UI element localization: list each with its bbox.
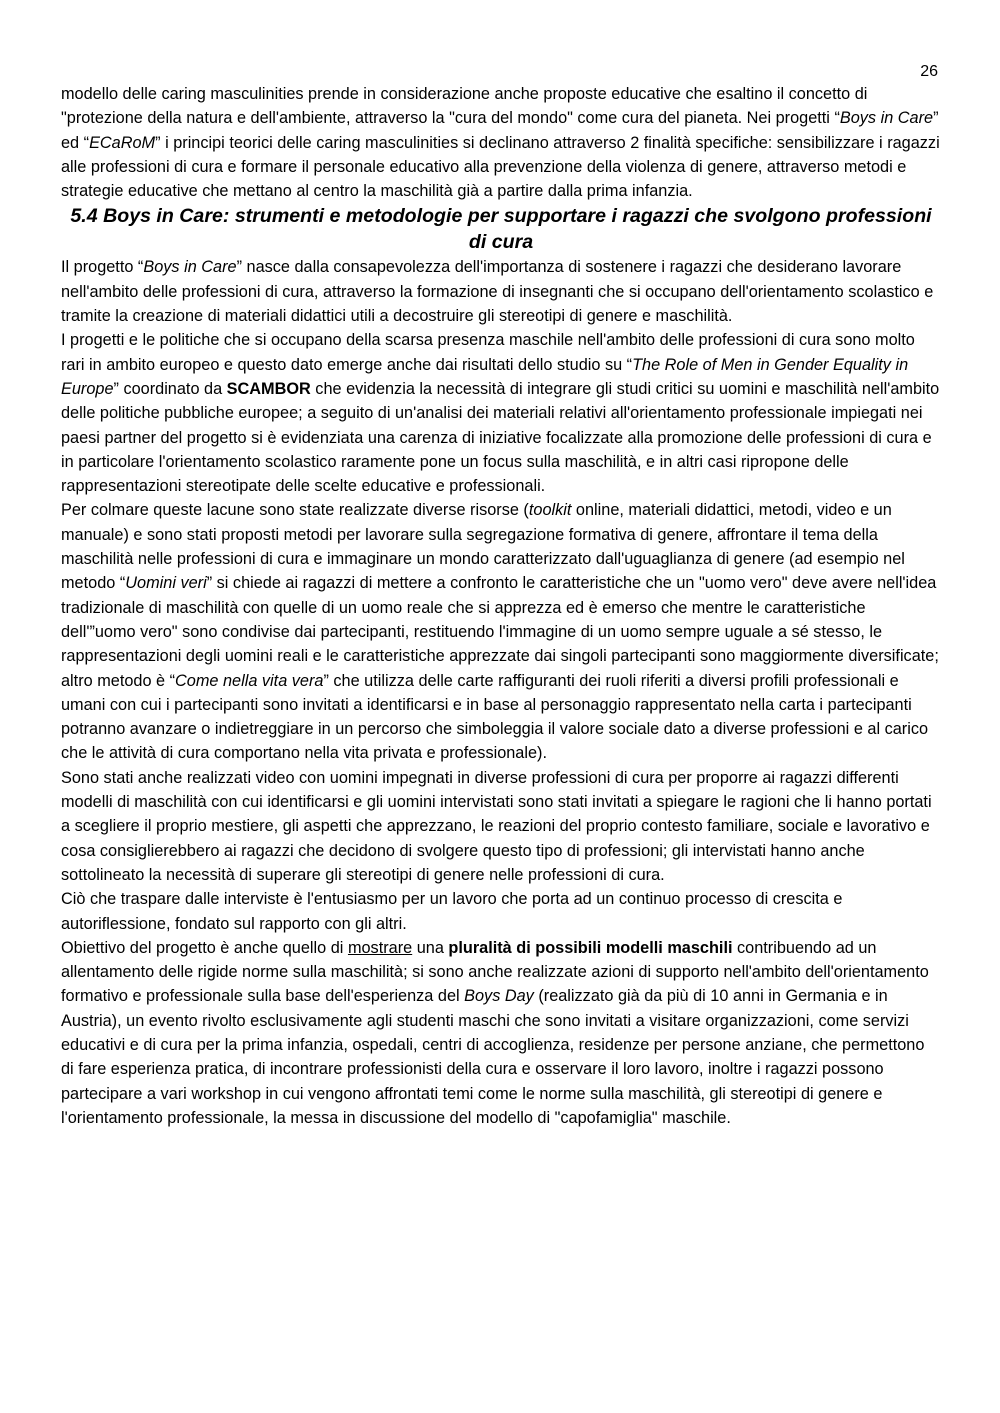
paragraph-5: Ciò che traspare dalle interviste è l'entusiasmo per un lavoro che porta ad un continuo processo di crescita e autoriflessione, fondato sul rapporto con gli altri. <box>61 890 843 933</box>
text: Per colmare queste lacune sono state realizzate diverse risorse ( <box>61 501 529 520</box>
page-number: 26 <box>920 63 938 80</box>
text: ” nasce dalla consapevolezza dell'importanza di sostenere i ragazzi che desiderano lavorare nell'ambito delle professioni di cura, attraverso la formazione di insegnanti che si occupano dell'orientamento scolastico e tramite la creazione di materiali didattici utili a decostruire gli stereotipi di genere e maschilità. <box>61 258 934 326</box>
text: (realizzato già da più di 10 anni in Germania e in Austria), un evento rivolto esclusivamente agli studenti maschi che sono invitati a visitare organizzazioni, come servizi educativi e di cura per la prima infanzia, ospedali, centri di accoglienza, residenze per persone anziane, che permettono di fare esperienza pratica, di incontrare professionisti della cura e osservare il loro lavoro, inoltre i ragazzi possono partecipare a vari workshop in cui vengono affrontati temi come le norme sulla maschilità, gli stereotipi di genere e l'orientamento professionale, la messa in discussione del modello di "capofamiglia" maschile. <box>61 987 925 1127</box>
paragraph-1 <box>61 255 941 328</box>
author-name: SCAMBOR <box>226 379 311 398</box>
project-name: Boys in Care <box>143 258 237 277</box>
paragraph-intro <box>61 82 941 203</box>
paragraph-6 <box>61 936 941 1130</box>
text: Obiettivo del progetto è anche quello di <box>61 938 348 957</box>
underlined-word: mostrare <box>347 938 413 957</box>
project-name: Boys in Care <box>839 109 934 128</box>
text: che evidenzia la necessità di integrare gli studi critici su uomini e maschilità nell'ambito delle politiche pubbliche europee; a seguito di un'analisi dei materiali relativi all'orientamento professionale impiegati nei paesi partner del progetto si è evidenziata una carenza di iniziative focalizzate alla promozione delle professioni di cura e in particolare l'orientamento scolastico raramente pone un focus sulla maschilità, e in altri casi ripropone delle rappresentazioni stereotipate delle scelte educative e professionali. <box>61 379 940 496</box>
text: contribuendo ad un allentamento delle rigide norme sulla maschilità; si sono anche realizzate azioni di supporto nell'ambito dell'orientamento formativo e professionale sulla base dell'esperienza del <box>61 938 929 1006</box>
text: ” si chiede ai ragazzi di mettere a confronto le caratteristiche che un "uomo vero" deve avere nell'idea tradizionale di maschilità con quelle di un uomo reale che si apprezza ed è emerso che mentre le caratteristiche dell'”uomo vero" sono condivise dai partecipanti, restituendo l'immagine di un uomo sempre uguale a sé stesso, le rappresentazioni degli uomini reali e le caratteristiche apprezzate dai singoli partecipanti sono maggiormente diversificate; altro metodo è “ <box>61 574 939 690</box>
paragraph-4: Sono stati anche realizzati video con uomini impegnati in diverse professioni di cura per proporre ai ragazzi differenti modelli di maschilità con cui identificarsi e gli uomini intervistati sono stati invitati a spiegare le ragioni che li hanno portati a scegliere il proprio mestiere, gli aspetti che apprezzano, le reazioni del proprio contesto familiare, sociale e lavorativo e cosa consiglierebbero ai ragazzi che decidono di svolgere questo tipo di professioni; gli intervistati hanno anche sottolineato la necessità di superare gli stereotipi di genere nelle professioni di cura. <box>61 768 932 884</box>
text: ” che utilizza delle carte raffiguranti dei ruoli riferiti a diversi profili professionali e umani con cui i partecipanti sono invitati a identificarsi e in base al personaggio rappresentato nella carta i partecipanti potranno avanzare o indietreggiare in un percorso che simboleggia il valore sociale dato a diverse professioni e al carico che le attività di cura comportano nella vita privata e professionale). <box>61 671 929 763</box>
document-body <box>61 82 941 1130</box>
paragraph-3 <box>61 498 941 765</box>
project-name: ECaRoM <box>89 133 156 152</box>
term: toolkit <box>528 501 572 520</box>
text: I progetti e le politiche che si occupano della scarsa presenza maschile nell'ambito delle professioni di cura sono molto rari in ambito europeo e questo dato emerge anche dai risultati dello studio su “ <box>61 331 915 374</box>
text: una <box>412 938 449 957</box>
text: ” ed “ <box>61 109 939 152</box>
method-name: Uomini veri <box>125 574 207 593</box>
event-name: Boys Day <box>464 987 534 1006</box>
paragraph-2 <box>61 328 941 498</box>
text: ” coordinato da <box>113 379 227 398</box>
emphasis: pluralità di possibili modelli maschili <box>448 938 733 957</box>
method-name: Come nella vita vera <box>175 671 324 690</box>
text: online, materiali didattici, metodi, video e un manuale) e sono stati proposti metodi per lavorare sulla segregazione formativa di genere, affrontare il tema della maschilità nelle professioni di cura e immaginare un mondo caratterizzato dall'uguaglianza di genere (ad esempio nel metodo “ <box>61 501 905 593</box>
study-title: The Role of Men in Gender Equality in Europe <box>61 355 909 398</box>
text: modello delle caring masculinities prende in considerazione anche proposte educative che esaltino il concetto di "protezione della natura e dell'ambiente, attraverso la "cura del mondo" come cura del pianeta. Nei progetti “ <box>61 85 868 128</box>
text: Il progetto “ <box>61 258 144 277</box>
section-heading: 5.4 Boys in Care: strumenti e metodologie per supportare i ragazzi che svolgono professioni di cura <box>70 205 932 254</box>
text: ” i principi teorici delle caring masculinities si declinano attraverso 2 finalità specifiche: sensibilizzare i ragazzi alle professioni di cura e formare il personale educativo alla prevenzione della violenza di genere, attraverso metodi e strategie educative che mettano al centro la maschilità già a partire dalla prima infanzia. <box>61 133 940 201</box>
